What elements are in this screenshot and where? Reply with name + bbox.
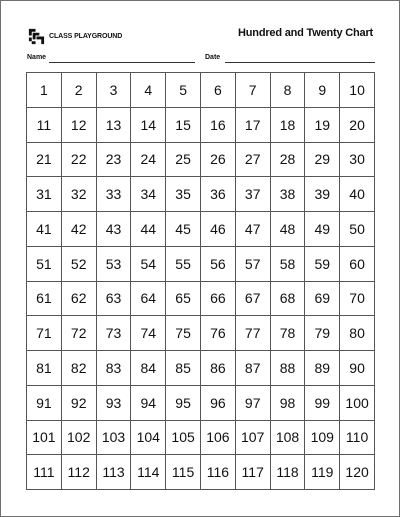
chart-cell: 79 — [305, 316, 340, 351]
chart-cell: 51 — [27, 247, 62, 282]
chart-cell: 94 — [131, 386, 166, 421]
brand-logo — [27, 26, 122, 46]
abstract-arrow-logo-icon — [27, 27, 46, 46]
chart-cell: 65 — [166, 282, 201, 317]
chart-cell: 97 — [236, 386, 271, 421]
chart-cell: 48 — [271, 212, 306, 247]
chart-cell: 13 — [97, 108, 132, 143]
chart-cell: 101 — [27, 421, 62, 456]
chart-cell: 1 — [27, 73, 62, 108]
chart-cell: 78 — [271, 316, 306, 351]
chart-cell: 39 — [305, 177, 340, 212]
chart-cell: 99 — [305, 386, 340, 421]
chart-cell: 96 — [201, 386, 236, 421]
chart-cell: 14 — [131, 108, 166, 143]
chart-cell: 109 — [305, 421, 340, 456]
chart-cell: 22 — [62, 143, 97, 178]
chart-cell: 52 — [62, 247, 97, 282]
chart-cell: 108 — [271, 421, 306, 456]
chart-cell: 86 — [201, 351, 236, 386]
chart-cell: 87 — [236, 351, 271, 386]
chart-cell: 21 — [27, 143, 62, 178]
chart-cell: 30 — [340, 143, 375, 178]
chart-cell: 92 — [62, 386, 97, 421]
chart-cell: 100 — [340, 386, 375, 421]
chart-cell: 111 — [27, 455, 62, 490]
chart-cell: 43 — [97, 212, 132, 247]
chart-cell: 82 — [62, 351, 97, 386]
chart-cell: 45 — [166, 212, 201, 247]
chart-cell: 69 — [305, 282, 340, 317]
chart-cell: 61 — [27, 282, 62, 317]
chart-cell: 84 — [131, 351, 166, 386]
chart-cell: 58 — [271, 247, 306, 282]
chart-cell: 25 — [166, 143, 201, 178]
chart-cell: 12 — [62, 108, 97, 143]
chart-cell: 5 — [166, 73, 201, 108]
chart-cell: 71 — [27, 316, 62, 351]
chart-cell: 3 — [97, 73, 132, 108]
chart-cell: 7 — [236, 73, 271, 108]
date-label: Date — [205, 54, 221, 61]
chart-cell: 59 — [305, 247, 340, 282]
chart-cell: 73 — [97, 316, 132, 351]
name-line — [49, 62, 195, 63]
chart-cell: 83 — [97, 351, 132, 386]
date-field[interactable] — [205, 54, 375, 64]
brand-name: CLASS PLAYGROUND — [49, 32, 123, 40]
chart-cell: 15 — [166, 108, 201, 143]
chart-cell: 120 — [340, 455, 375, 490]
chart-cell: 117 — [236, 455, 271, 490]
chart-cell: 46 — [201, 212, 236, 247]
hundred-twenty-chart-grid — [26, 72, 375, 490]
chart-cell: 55 — [166, 247, 201, 282]
chart-cell: 64 — [131, 282, 166, 317]
chart-cell: 34 — [131, 177, 166, 212]
chart-cell: 93 — [97, 386, 132, 421]
chart-cell: 74 — [131, 316, 166, 351]
chart-cell: 115 — [166, 455, 201, 490]
chart-cell: 11 — [27, 108, 62, 143]
chart-cell: 18 — [271, 108, 306, 143]
chart-cell: 68 — [271, 282, 306, 317]
chart-cell: 40 — [340, 177, 375, 212]
name-field[interactable] — [27, 54, 195, 64]
chart-cell: 104 — [131, 421, 166, 456]
chart-cell: 102 — [62, 421, 97, 456]
chart-cell: 88 — [271, 351, 306, 386]
chart-cell: 110 — [340, 421, 375, 456]
date-line — [225, 62, 375, 63]
chart-cell: 114 — [131, 455, 166, 490]
chart-cell: 72 — [62, 316, 97, 351]
chart-cell: 112 — [62, 455, 97, 490]
chart-cell: 31 — [27, 177, 62, 212]
chart-cell: 29 — [305, 143, 340, 178]
chart-cell: 19 — [305, 108, 340, 143]
chart-cell: 89 — [305, 351, 340, 386]
chart-cell: 63 — [97, 282, 132, 317]
chart-cell: 36 — [201, 177, 236, 212]
chart-cell: 47 — [236, 212, 271, 247]
chart-cell: 4 — [131, 73, 166, 108]
chart-cell: 42 — [62, 212, 97, 247]
chart-cell: 32 — [62, 177, 97, 212]
chart-cell: 49 — [305, 212, 340, 247]
chart-cell: 62 — [62, 282, 97, 317]
chart-cell: 95 — [166, 386, 201, 421]
chart-cell: 16 — [201, 108, 236, 143]
chart-cell: 75 — [166, 316, 201, 351]
chart-cell: 66 — [201, 282, 236, 317]
chart-cell: 105 — [166, 421, 201, 456]
chart-cell: 8 — [271, 73, 306, 108]
chart-cell: 27 — [236, 143, 271, 178]
chart-cell: 103 — [97, 421, 132, 456]
chart-cell: 106 — [201, 421, 236, 456]
chart-cell: 107 — [236, 421, 271, 456]
chart-cell: 23 — [97, 143, 132, 178]
chart-cell: 24 — [131, 143, 166, 178]
chart-cell: 81 — [27, 351, 62, 386]
chart-cell: 76 — [201, 316, 236, 351]
chart-cell: 53 — [97, 247, 132, 282]
chart-cell: 56 — [201, 247, 236, 282]
chart-cell: 9 — [305, 73, 340, 108]
chart-cell: 57 — [236, 247, 271, 282]
chart-cell: 60 — [340, 247, 375, 282]
chart-cell: 37 — [236, 177, 271, 212]
chart-cell: 33 — [97, 177, 132, 212]
chart-cell: 20 — [340, 108, 375, 143]
chart-cell: 85 — [166, 351, 201, 386]
chart-cell: 50 — [340, 212, 375, 247]
chart-cell: 54 — [131, 247, 166, 282]
chart-cell: 41 — [27, 212, 62, 247]
chart-cell: 6 — [201, 73, 236, 108]
chart-cell: 119 — [305, 455, 340, 490]
chart-cell: 113 — [97, 455, 132, 490]
chart-cell: 70 — [340, 282, 375, 317]
chart-cell: 44 — [131, 212, 166, 247]
chart-cell: 28 — [271, 143, 306, 178]
chart-cell: 38 — [271, 177, 306, 212]
chart-cell: 67 — [236, 282, 271, 317]
name-label: Name — [27, 54, 47, 61]
chart-cell: 17 — [236, 108, 271, 143]
chart-cell: 2 — [62, 73, 97, 108]
page-title: Hundred and Twenty Chart — [238, 27, 373, 39]
chart-cell: 118 — [271, 455, 306, 490]
chart-cell: 10 — [340, 73, 375, 108]
chart-cell: 91 — [27, 386, 62, 421]
chart-cell: 98 — [271, 386, 306, 421]
chart-cell: 77 — [236, 316, 271, 351]
chart-cell: 116 — [201, 455, 236, 490]
chart-cell: 90 — [340, 351, 375, 386]
chart-cell: 26 — [201, 143, 236, 178]
chart-cell: 80 — [340, 316, 375, 351]
chart-cell: 35 — [166, 177, 201, 212]
